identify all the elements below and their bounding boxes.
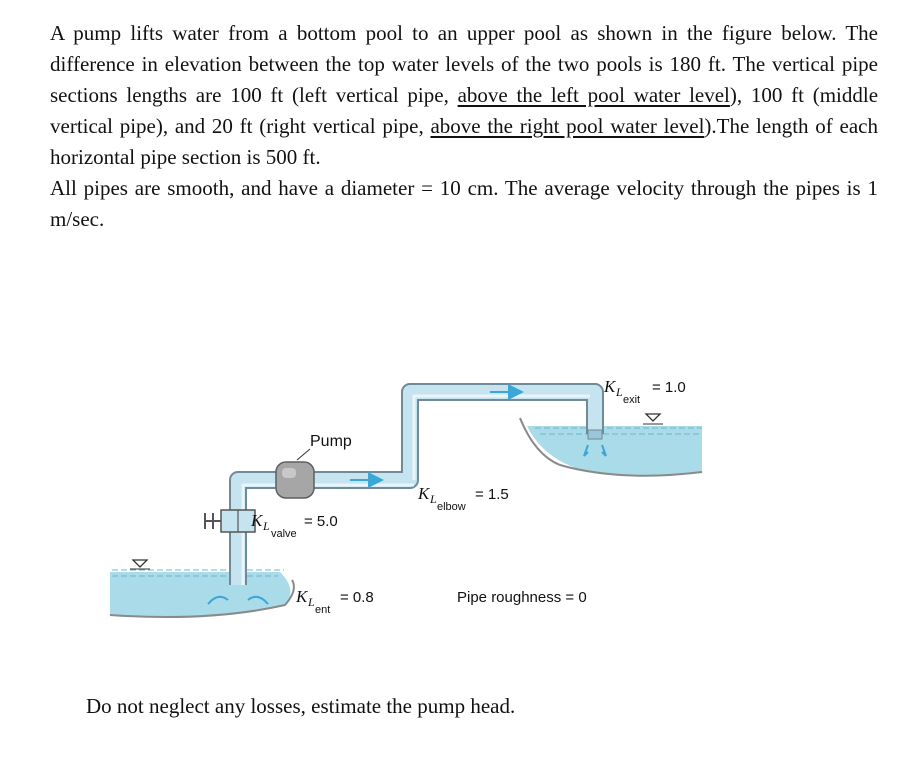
k-symbol: K (251, 511, 263, 530)
k-symbol: K (296, 587, 308, 606)
problem-text-part-a: A pump lifts water from a bottom pool to an upper pool as shown in the figure below. The difference in elevation between the top water levels of the two pools is 180 ft. The vertical pipe sections lengths are 100 ft (left vertical pipe, (50, 21, 878, 107)
pump-icon (276, 462, 314, 498)
upper-pool (520, 418, 702, 476)
l-subscript: L (616, 385, 623, 399)
l-subscript: L (308, 595, 315, 609)
ent-subscript: ent (315, 604, 331, 616)
pump-leader-line (297, 449, 310, 460)
pipe-roughness-label: Pipe roughness = 0 (457, 589, 587, 606)
valve-subscript: valve (271, 528, 297, 540)
ent-value: = 0.8 (340, 589, 374, 606)
valve-icon (205, 510, 255, 532)
underlined-right-pool-phrase: above the right pool water level (430, 114, 705, 138)
lower-pool (110, 570, 294, 617)
l-subscript: L (263, 519, 270, 533)
problem-paragraph-2: All pipes are smooth, and have a diameter = 10 cm. The average velocity through the pipes is 1 m/sec. (50, 176, 878, 231)
upper-water-level-icon (646, 414, 660, 421)
question-text: Do not neglect any losses, estimate the pump head. (86, 694, 516, 718)
underlined-left-pool-phrase: above the left pool water level (457, 83, 730, 107)
problem-text-part-c: ).The length of each horizontal pipe section is 500 ft. (50, 114, 878, 169)
k-elbow-label (417, 484, 509, 513)
exit-nozzle (588, 430, 602, 439)
elbow-subscript: elbow (437, 501, 466, 513)
k-symbol: K (418, 484, 430, 503)
pump-label: Pump (310, 433, 352, 450)
k-exit-label (603, 377, 686, 406)
k-entrance-label (295, 587, 374, 616)
k-symbol: K (604, 377, 616, 396)
elbow-value: = 1.5 (475, 486, 509, 503)
exit-subscript: exit (623, 394, 641, 406)
valve-value: = 5.0 (304, 513, 338, 530)
exit-value: = 1.0 (652, 379, 686, 396)
k-valve-label (250, 511, 338, 540)
lower-water-level-icon (133, 560, 147, 567)
l-subscript: L (430, 492, 437, 506)
problem-text-part-b: ), 100 ft (middle vertical pipe), and 20 ft (right vertical pipe, (50, 83, 879, 138)
